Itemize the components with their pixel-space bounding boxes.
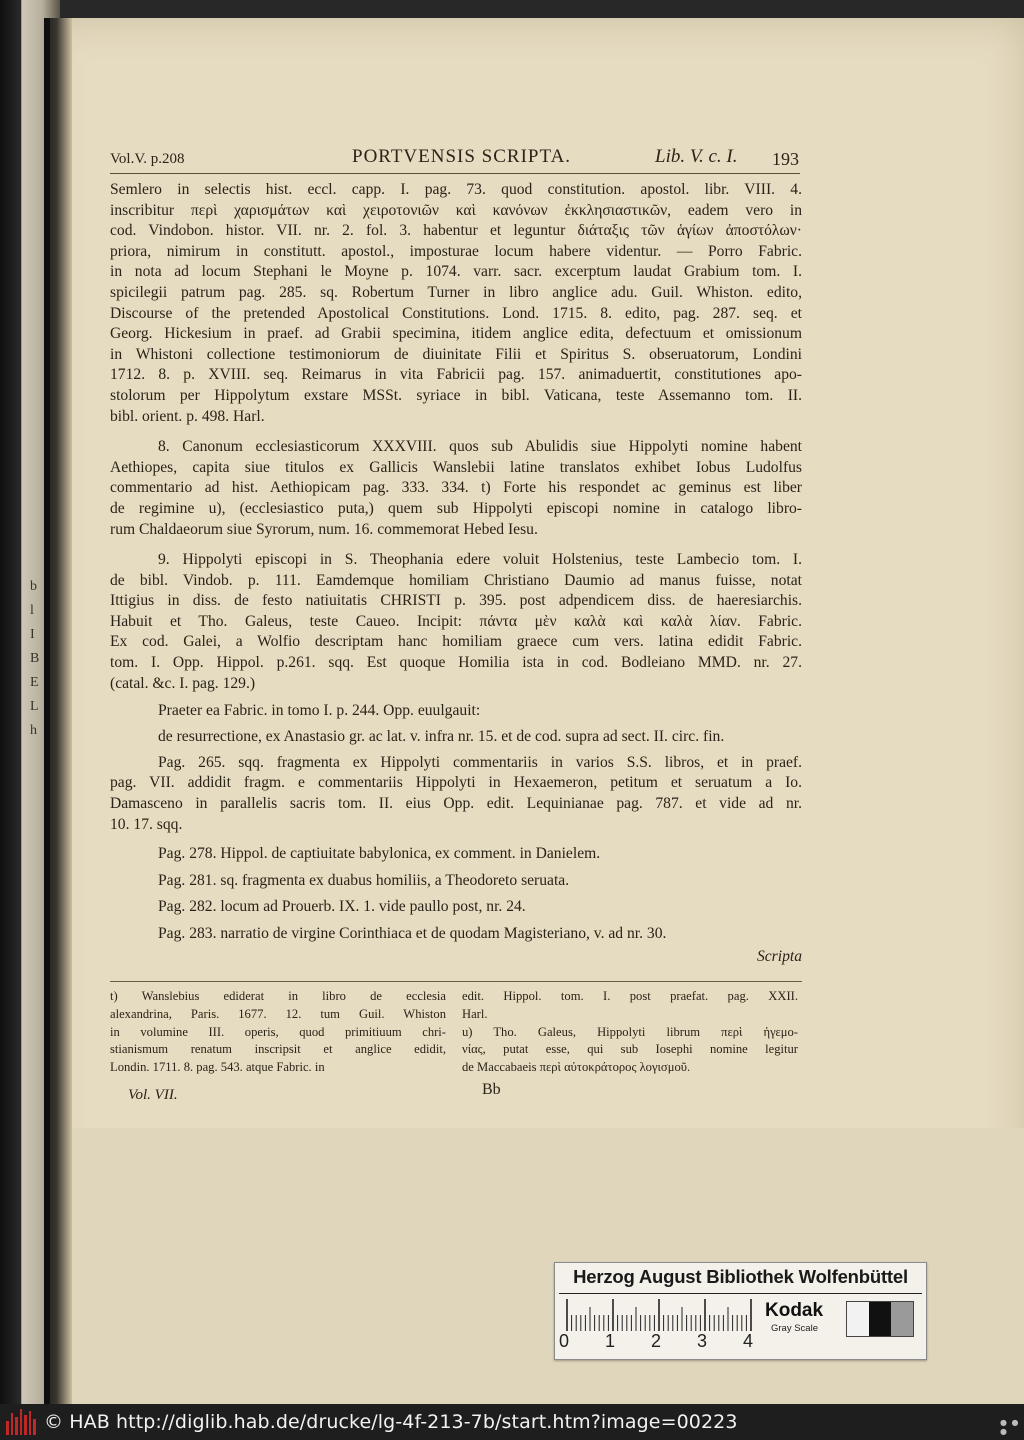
text-line: de regimine u), (ecclesiastico puta,) quem sub Hippolyti episcopi nomine in catalogo libro-	[110, 499, 802, 517]
gray-swatch	[869, 1302, 891, 1336]
running-head-left: Vol.V. p.208	[110, 151, 185, 167]
text-line: Harl.	[462, 1006, 488, 1021]
text-line: stianismum renatum inscripsit et anglice edidit,	[110, 1042, 446, 1057]
paragraph-9	[110, 550, 802, 694]
prev-page-mark: B	[30, 651, 40, 666]
paragraph-continuation	[110, 180, 802, 427]
text-line: Damasceno in parallelis sacris tom. II. eius Opp. edit. Lequinianae pag. 787. et vide ad nr.	[110, 794, 802, 812]
paragraph-8	[110, 437, 802, 540]
gray-swatch	[891, 1302, 913, 1336]
footer-bar	[0, 1404, 1024, 1440]
ruler-number: 3	[697, 1331, 708, 1351]
text-line: Ex cod. Galei, a Wolfio descriptam hanc homiliam graece cum vers. latina edidit Fabric.	[110, 633, 802, 651]
text-line: tom. I. Opp. Hippol. p.261. sqq. Est quoque Homilia ista in cod. Bodleiano MMD. nr. 27.	[110, 654, 802, 672]
text-line: de bibl. Vindob. p. 111. Eamdemque homiliam Christiano Daumio ad manus fuisse, notat	[110, 571, 802, 589]
text-line: in nota ad locum Stephani le Moyne p. 1074. varr. sacr. excerptum laudat Grabium tom. I.	[110, 263, 802, 281]
text-line: Discourse of the pretended Apostolical Constitutions. Lond. 1715. 8. edito, pag. 287. seq. et	[110, 304, 802, 322]
text-line: νίας, putat esse, qui sub Iosephi nomine legitur	[462, 1042, 798, 1057]
text-line: Semlero in selectis hist. eccl. capp. I. pag. 73. quod constitution. apostol. libr. VIII. 4.	[110, 181, 802, 198]
ruler-number: 1	[605, 1331, 616, 1351]
text-line: pag. VII. addidit fragm. e commentariis Hippolyti in Hexaemeron, petitum et seruatum a Io.	[110, 774, 802, 792]
page-number: 193	[772, 149, 799, 169]
list-item-pag-281: Pag. 281. sq. fragmenta ex duabus homiliis, a Theodoreto seruata.	[158, 871, 570, 889]
catchword: Scripta	[756, 948, 802, 966]
logo-bar	[11, 1413, 14, 1435]
prev-page-mark: b	[30, 579, 37, 594]
list-item-pag-265	[110, 753, 802, 835]
list-item-pag-283: Pag. 283. narratio de virgine Corinthiaca et de quodam Magisteriano, v. ad nr. 30.	[158, 924, 667, 942]
text-line: Aethiopes, capita siue titulos ex Gallicis Wanslebii latine translatos exhibet Iobus Ludolfus	[110, 458, 802, 476]
text-line: Georg. Hickesium in praef. ad Grabii specimina, itidem anglice edita, defectuum et omissionum	[110, 325, 802, 343]
text-line: in volumine III. operis, quod primitiuum chri-	[110, 1024, 446, 1039]
list-item-pag-278: Pag. 278. Hippol. de captiuitate babylonica, ex comment. in Danielem.	[158, 845, 601, 863]
signature-sheet: Bb	[482, 1081, 501, 1098]
gray-scale-label: Gray Scale	[771, 1323, 818, 1334]
text-line: cod. Vindobon. histor. VII. nr. 2. fol. 3. habentur et leguntur διάταξις τῶν ἁγίων ἀποστόλων·	[110, 222, 802, 240]
text-line: 10. 17. sqq.	[110, 815, 183, 833]
text-line: u) Tho. Galeus, Hippolyti librum περὶ ἡγεμο-	[462, 1024, 798, 1039]
ruler-numbers	[559, 1331, 759, 1355]
text-line: stolorum per Hippolytum exstare MSSt. syriace in bibl. Vaticana, teste Assemanno tom. II.	[110, 386, 802, 404]
kodak-logo: Kodak	[765, 1300, 824, 1321]
logo-bar	[29, 1411, 32, 1435]
text-line: edit. Hippol. tom. I. post praefat. pag. XXII.	[462, 989, 798, 1003]
prev-page-mark: h	[30, 723, 37, 738]
text-line: rum Chaldaeorum siue Syrorum, num. 16. commemorat Hebed Iesu.	[110, 520, 538, 538]
ruler-number: 4	[743, 1331, 754, 1351]
library-color-card	[554, 1262, 927, 1360]
footnote-column-right	[462, 988, 798, 1077]
footnote-column-left	[110, 988, 446, 1077]
text-line: de Maccabaeis περὶ αὐτοκράτορος λογισμοῦ.	[462, 1060, 691, 1075]
page-edge	[44, 18, 50, 1404]
hab-logo-icon[interactable]	[6, 1409, 36, 1435]
header-rule	[110, 173, 800, 174]
prev-page-mark: L	[30, 699, 39, 714]
ruler-scale	[563, 1297, 755, 1333]
prev-page-mark: E	[30, 675, 39, 690]
ruler-number: 0	[559, 1331, 570, 1351]
running-head-title: PORTVENSIS SCRIPTA.	[352, 146, 572, 167]
text-line: spicilegii patrum pag. 285. sq. Robertum Turner in libro anglice adu. Guil. Whiston. edito,	[110, 283, 802, 301]
main-text	[110, 180, 802, 969]
logo-bar	[33, 1419, 36, 1435]
copyright-link[interactable]: © HAB http://diglib.hab.de/drucke/lg-4f-213-7b/start.htm?image=00223	[44, 1411, 738, 1433]
logo-bar	[24, 1415, 27, 1435]
card-rule	[559, 1293, 922, 1294]
prev-page-mark: I	[30, 627, 35, 642]
list-item-praeter: Praeter ea Fabric. in tomo I. p. 244. Opp. euulgauit:	[158, 702, 481, 720]
signature-volume: Vol. VII.	[128, 1087, 178, 1103]
text-line: inscribitur περὶ χαρισμάτων καὶ χειροτονιῶν καὶ κανόνων ἐκκλησιαστικῶν, eadem vero in	[110, 201, 802, 219]
text-line: (catal. &c. I. pag. 129.)	[110, 674, 256, 692]
text-line: in Whistoni collectione testimoniorum de diuinitate Filii et Spiritus S. obseruatorum, Londini	[110, 345, 802, 363]
logo-bar	[20, 1409, 23, 1435]
logo-bar	[6, 1421, 9, 1435]
menu-dots-icon[interactable]: ● ● ●	[1000, 1418, 1020, 1436]
text-line: priora, nimirum in constitutt. apostol., imposturae locum habere videntur. — Porro Fabric.	[110, 242, 802, 260]
list-item-resurrectione: de resurrectione, ex Anastasio gr. ac lat. v. infra nr. 15. et de cod. supra ad sect. II. circ. fin.	[158, 727, 725, 745]
ruler-number: 2	[651, 1331, 662, 1351]
text-line: Londin. 1711. 8. pag. 543. atque Fabric. in	[110, 1060, 325, 1075]
text-line: Habuit et Tho. Galeus, teste Caueo. Incipit: πάντα μὲν καλὰ καὶ καλὰ λίαν. Fabric.	[110, 612, 802, 630]
text-line: bibl. orient. p. 498. Harl.	[110, 407, 265, 425]
text-line: commentario ad hist. Aethiopicam pag. 333. 334. t) Forte his respondet ac geminus est liber	[110, 479, 802, 497]
text-line: alexandrina, Paris. 1677. 12. tum Guil. Whiston	[110, 1006, 446, 1021]
logo-bar	[15, 1417, 18, 1435]
list-item-pag-282: Pag. 282. locum ad Prouerb. IX. 1. vide paullo post, nr. 24.	[158, 898, 526, 916]
text-line: t) Wanslebius ediderat in libro de ecclesia	[110, 989, 446, 1003]
text-line: Pag. 265. sqq. fragmenta ex Hippolyti commentariis in varios S.S. libros, et in praef.	[158, 753, 802, 771]
running-head-right: Lib. V. c. I.	[655, 146, 738, 167]
library-name: Herzog August Bibliothek Wolfenbüttel	[573, 1266, 908, 1287]
text-line: 1712. 8. p. XVIII. seq. Reimarus in vita Fabricii pag. 157. animaduertit, constitutiones apo-	[110, 366, 802, 384]
text-line: 9. Hippolyti episcopi in S. Theophania edere voluit Holstenius, teste Lambecio tom. I.	[158, 551, 802, 569]
text-line: 8. Canonum ecclesiasticorum XXXVIII. quos sub Abulidis siue Hippolyti nomine habent	[158, 438, 802, 456]
gray-scale-swatches	[846, 1301, 914, 1337]
text-line: Ittigius in diss. de festo natiuitatis CHRISTI p. 395. post adpendicem diss. de haeresiarchis.	[110, 592, 802, 610]
gray-swatch	[847, 1302, 869, 1336]
footnote-rule	[110, 981, 802, 982]
prev-page-mark: l	[30, 603, 34, 618]
